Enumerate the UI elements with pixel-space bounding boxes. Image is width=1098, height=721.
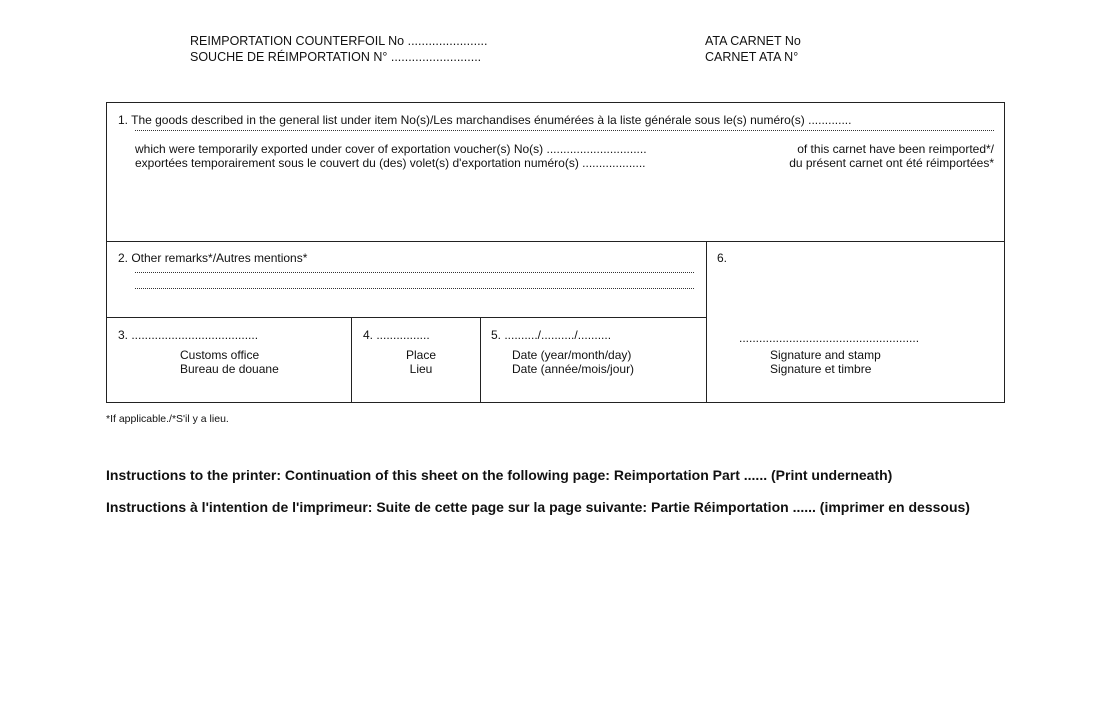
reimportation-form — [106, 102, 1005, 403]
signature-line[interactable]: ...................................................... — [739, 331, 920, 345]
section1-export-voucher-en: which were temporarily exported under cover of exportation voucher(s) No(s) .............................. — [135, 142, 647, 156]
section1-fill-line[interactable] — [135, 129, 994, 131]
lieu-label: Lieu — [409, 362, 433, 376]
customs-office-label: Customs office — [180, 348, 260, 362]
divider-col4-5 — [480, 317, 481, 402]
signature-label-en: Signature and stamp — [770, 348, 881, 362]
section1-reimported-en: of this carnet have been reimported*/ — [797, 142, 994, 156]
counterfoil-header — [190, 33, 488, 65]
place-label: Place — [405, 348, 437, 362]
divider-col3-4 — [351, 317, 352, 402]
footnote: *If applicable./*S'il y a lieu. — [106, 413, 229, 425]
counterfoil-number-en: REIMPORTATION COUNTERFOIL No ....................... — [190, 34, 488, 48]
date-label-en: Date (year/month/day) — [512, 348, 632, 362]
date-label-fr: Date (année/mois/jour) — [512, 362, 635, 376]
printer-instructions-fr: Instructions à l'intention de l'imprimeur: Suite de cette page sur la page suivante: Partie Réimportation ...... (imprimer en dessous) — [106, 499, 970, 515]
divider-section1 — [107, 241, 1004, 242]
section6-number: 6. — [717, 251, 728, 265]
carnet-number-fr: CARNET ATA N° — [705, 50, 799, 64]
section2-remarks-label: 2. Other remarks*/Autres mentions* — [118, 251, 308, 265]
printer-instructions-en: Instructions to the printer: Continuation of this sheet on the following page: Reimportation Part ...... (Print underneath) — [106, 467, 893, 483]
section1-reimported-fr: du présent carnet ont été réimportées* — [789, 156, 994, 170]
carnet-number-en: ATA CARNET No — [705, 34, 801, 48]
section2-fill-line-2[interactable] — [135, 287, 694, 289]
section1-goods-line: 1. The goods described in the general list under item No(s)/Les marchandises énumérées à la liste générale sous le(s) numéro(s) ............. — [118, 113, 852, 127]
section1-export-voucher-fr: exportées temporairement sous le couvert du (des) volet(s) d'exportation numéro(s) ................... — [135, 156, 646, 170]
section5-number[interactable]: 5. ........../........../.......... — [491, 328, 612, 342]
signature-label-fr: Signature et timbre — [770, 362, 872, 376]
section4-number[interactable]: 4. ................ — [363, 328, 430, 342]
carnet-header — [705, 33, 801, 65]
divider-section2 — [107, 317, 706, 318]
counterfoil-number-fr: SOUCHE DE RÉIMPORTATION N° .......................... — [190, 50, 482, 64]
divider-col6 — [706, 241, 707, 402]
section2-fill-line-1[interactable] — [135, 271, 694, 273]
section3-number[interactable]: 3. ...................................... — [118, 328, 259, 342]
bureau-de-douane-label: Bureau de douane — [180, 362, 279, 376]
